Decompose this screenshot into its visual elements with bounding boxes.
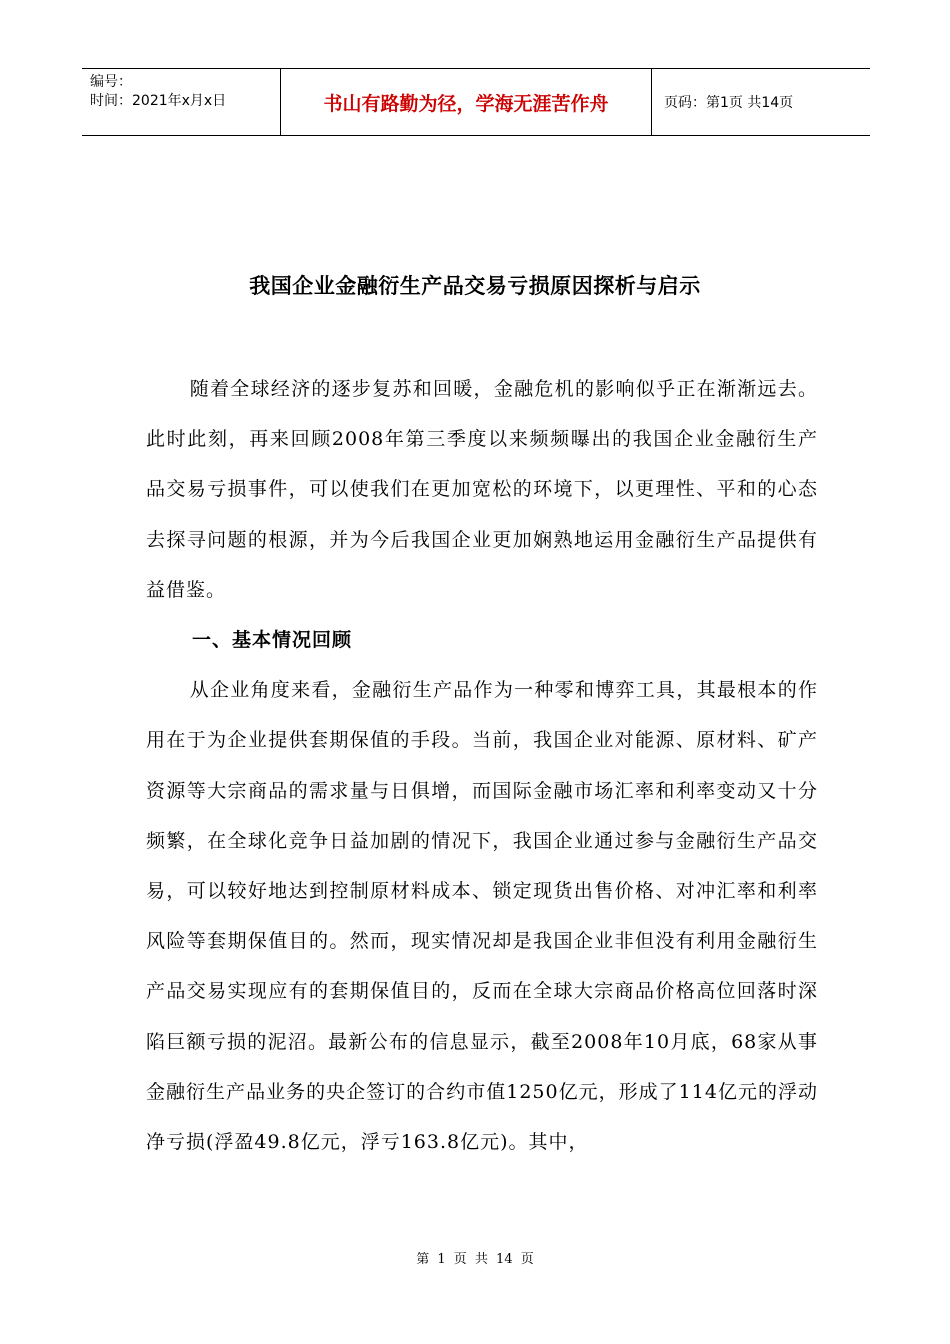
header-meta-cell [82,69,280,135]
header-motto: 书山有路勤为径，学海无涯苦作舟 [280,69,652,135]
header-table [82,68,870,136]
document-number-label: 编号： [90,74,132,90]
document-body [146,364,818,1167]
intro-paragraph: 随着全球经济的逐步复苏和回暖，金融危机的影响似乎正在渐渐远去。此时此刻，再来回顾2008年第三季度以来频频曝出的我国企业金融衍生产品交易亏损事件，可以使我们在更加宽松的环境下，以更理性、平和的心态去探寻问题的根源，并为今后我国企业更加娴熟地运用金融衍生产品提供有益借鉴。 [146,378,818,601]
document-title: 我国企业金融衍生产品交易亏损原因探析与启示 [249,274,701,298]
section-heading: 一、基本情况回顾 [192,629,353,652]
page-footer: 第 1 页 共 14 页 [416,1252,534,1267]
section-paragraph: 从企业角度来看，金融衍生产品作为一种零和博弈工具，其最根本的作用在于为企业提供套期保值的手段。当前，我国企业对能源、原材料、矿产资源等大宗商品的需求量与日俱增，而国际金融市场汇率和利率变动又十分频繁，在全球化竞争日益加剧的情况下，我国企业通过参与金融衍生产品交易，可以较好地达到控制原材料成本、锁定现货出售价格、对冲汇率和利率风险等套期保值目的。然而，现实情况却是我国企业非但没有利用金融衍生产品交易实现应有的套期保值目的，反而在全球大宗商品价格高位回落时深陷巨额亏损的泥沼。最新公布的信息显示，截至2008年10月底，68家从事金融衍生产品业务的央企签订的合约市值1250亿元，形成了114亿元的浮动净亏损(浮盈49.8亿元，浮亏163.8亿元)。其中， [146,679,818,1154]
header-page-info: 页码：第1页 共14页 [664,95,794,111]
document-date-label: 时间：2021年x月x日 [90,93,227,109]
